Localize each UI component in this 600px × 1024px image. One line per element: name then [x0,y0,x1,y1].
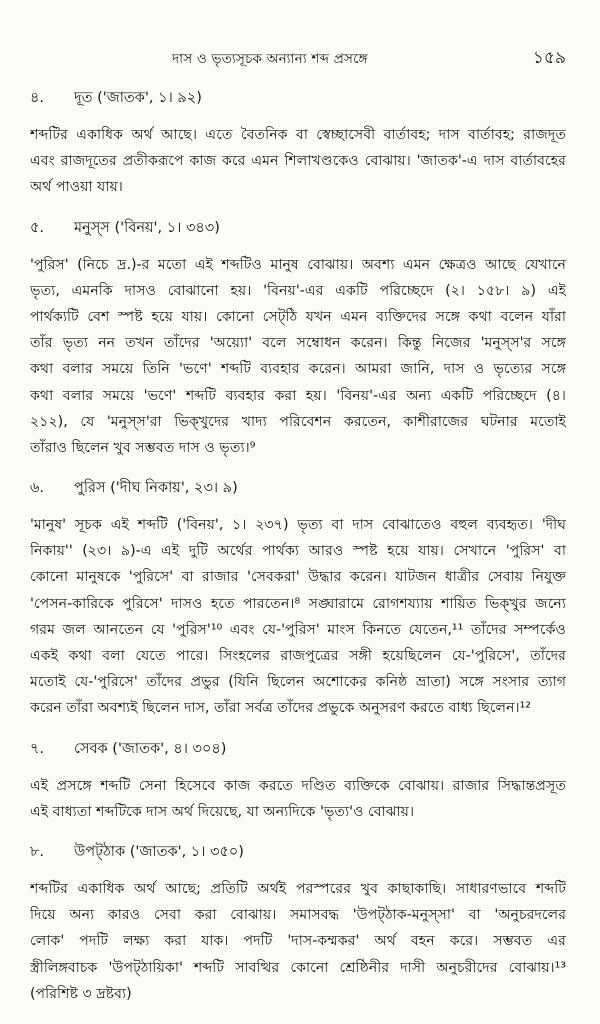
entry-heading [30,842,566,862]
page-number: ১৫৯ [532,48,566,68]
entry-term: দূত ('জাতক', ১। ৯২) [74,90,202,106]
text-line: ভৃত্য, এমনকি দাসও বোঝানো হয়। 'বিনয়'-এর একটি পরিচ্ছেদে (২। ১৫৮। ৯) এই [30,282,566,299]
text-line: শব্দটির একাধিক অর্থ আছে। এতে বৈতনিক বা স্বেচ্ছাসেবী বার্তাবহ; দাস বার্তাবহ; রাজদূত [30,127,566,143]
text-line: তাঁর ভৃত্য নন তখন তাঁদের 'অয়্যো' বলে সম্বোধন করেন। কিন্তু নিজের 'মনুস্‌স'র সঙ্গে [30,335,566,352]
entry-number: ৮. [30,843,45,860]
entry-term: পুরিস ('দীঘ নিকায়', ২৩। ৯) [74,480,238,497]
page-content [30,88,566,1024]
text-line: শব্দটির একাধিক অর্থ আছে; প্রতিটি অর্থই পরস্পরের খুব কাছাকাছি। সাধারণভাবে শব্দটি [30,880,566,897]
text-line: এই প্রসঙ্গে শব্দটি সেনা হিসেবে কাজ করতে দণ্ডিত ব্যক্তিকে বোঝায়। রাজার সিদ্ধান্তপ্রসূত [30,777,566,794]
text-line: 'পেসন-কারিকে পুরিসে' দাসও হতে পারতেন।⁸ সঙ্ঘারামে রোগশয্যায় শায়িত ভিক্খুর জন্যে [30,595,566,612]
text-line: কথা বলার সময়ে তিনি 'ভণে' শব্দটি ব্যবহার করেন। আমরা জানি, দাস ও ভৃত্যের সঙ্গে [30,361,566,378]
text-line: এবং রাজদূতের প্রতীকরূপে কাজ করে এমন শিলাখণ্ডকেও বোঝায়। 'জাতক'-এ দাস বার্তাবহের [30,153,566,170]
text-line: ২১২), যে 'মনুস্‌স'রা ভিক্খুদের খাদ্য পরিবেশন করতেন, কাশীরাজের ঘটনার মতোই [30,413,566,430]
text-line: দিয়ে অন্য কারও সেবা করা বোঝায়। সমাসবদ্ধ 'উপট্‌ঠাক-মনুস্‌সা' বা 'অনুচরদলের [30,907,566,924]
entry-manussa [30,218,566,462]
entry-number: ৫. [30,219,45,236]
entry-paragraph [30,252,566,462]
text-line: এই বাধ্যতা শব্দটিকে দাস অর্থ দিয়েছে, যা অন্যদিকে 'ভৃত্য'ও বোঝায়। [30,803,415,820]
text-line: তাঁরাও ছিলেন খুব সম্ভবত দাস ও ভৃত্য।⁹ [30,439,256,456]
entry-paragraph [30,122,566,201]
page-header [30,48,566,72]
entry-duta [30,88,566,201]
entry-heading [30,88,566,108]
text-line: কোনো মানুষকে 'পুরিসে' বা রাজার 'সেবকরা' উদ্ধার করেন। যাটজন ধাত্রীর সেবায় নিযুক্ত [30,569,566,586]
entry-paragraph [30,876,566,1007]
text-line: গরম জল আনতেন যে 'পুরিস'¹⁰ এবং যে-'পুরিস' মাংস কিনতে যেতেন,¹¹ তাঁদের সম্পর্কেও [30,621,566,638]
text-line: স্ত্রীলিঙ্গবাচক 'উপট্‌ঠায়িকা' শব্দটি সাবত্থির কোনো শ্রেষ্ঠিনীর দাসী অনুচরীদের বোঝায়।¹³ [30,959,566,976]
entry-term: মনুস্‌স ('বিনয়', ১। ৩৪৩) [74,219,220,236]
entry-number: ৪. [30,90,45,106]
entry-paragraph [30,773,566,825]
entry-term: সেবক ('জাতক', ৪। ৩০৪) [74,740,227,757]
entry-term: উপট্‌ঠাক ('জাতক', ১। ৩৫০) [74,843,244,860]
entry-purisa [30,478,566,722]
text-line: পার্থক্যটি বেশ স্পষ্ট হয়ে যায়। কোনো সেট্‌ঠি যখন এমন ব্যক্তিদের সঙ্গে কথা বলেন যাঁরা [30,308,566,325]
text-line: (পরিশিষ্ট ৩ দ্রষ্টব্য) [30,985,132,1002]
text-line: লোক' পদটি লক্ষ্য করা যাক। পদটি 'দাস-কম্মকর' অর্থ বহন করে। সম্ভবত এর [30,933,566,950]
entry-heading [30,218,566,238]
text-line: নিকায়'' (২৩। ৯)-এ এই দুটি অর্থের পার্থক্য আরও স্পষ্ট হয়ে যায়। সেখানে 'পুরিস' বা [30,543,566,560]
entry-upatthaka [30,842,566,1007]
text-line: মতোই যে-'পুরিসে' তাঁদের প্রভুর (যিনি ছিলেন অশোকের কনিষ্ঠ ভ্রাতা) সঙ্গে সংসার ত্যাগ [30,674,566,691]
text-line: একই কথা বলা যেতে পারে। সিংহলের রাজপুত্রের সঙ্গী হয়েছিলেন যে-'পুরিসে', তাঁদের [30,648,566,664]
text-line: 'মানুষ' সূচক এই শব্দটি ('বিনয়', ১। ২৩৭) ভৃত্য বা দাস বোঝাতেও বহুল ব্যবহৃত। 'দীঘ [30,517,566,534]
entry-paragraph [30,512,566,722]
entry-heading [30,478,566,498]
entry-sevaka [30,739,566,825]
entry-number: ৭. [30,740,45,757]
running-title: দাস ও ভৃত্যসূচক অন্যান্য শব্দ প্রসঙ্গে [172,51,368,67]
text-line: অর্থ পাওয়া যায়। [30,179,123,196]
entry-number: ৬. [30,480,45,497]
text-line: কথা বলার সময়ে 'ভণে' শব্দটি ব্যবহার করা হয়। 'বিনয়'-এর অন্য একটি পরিচ্ছেদে (৪। [30,387,566,404]
entry-heading [30,739,566,759]
text-line: 'পুরিস' (নিচে দ্র.)-র মতো এই শব্দটিও মানুষ বোঝায়। অবশ্য এমন ক্ষেত্রও আছে যেখানে [30,256,566,273]
text-line: করেন তাঁরা অবশ্যই ছিলেন দাস, তাঁরা সর্বত্র তাঁদের প্রভুকে অনুসরণ করতে বাধ্য ছিলেন।¹² [30,700,531,717]
